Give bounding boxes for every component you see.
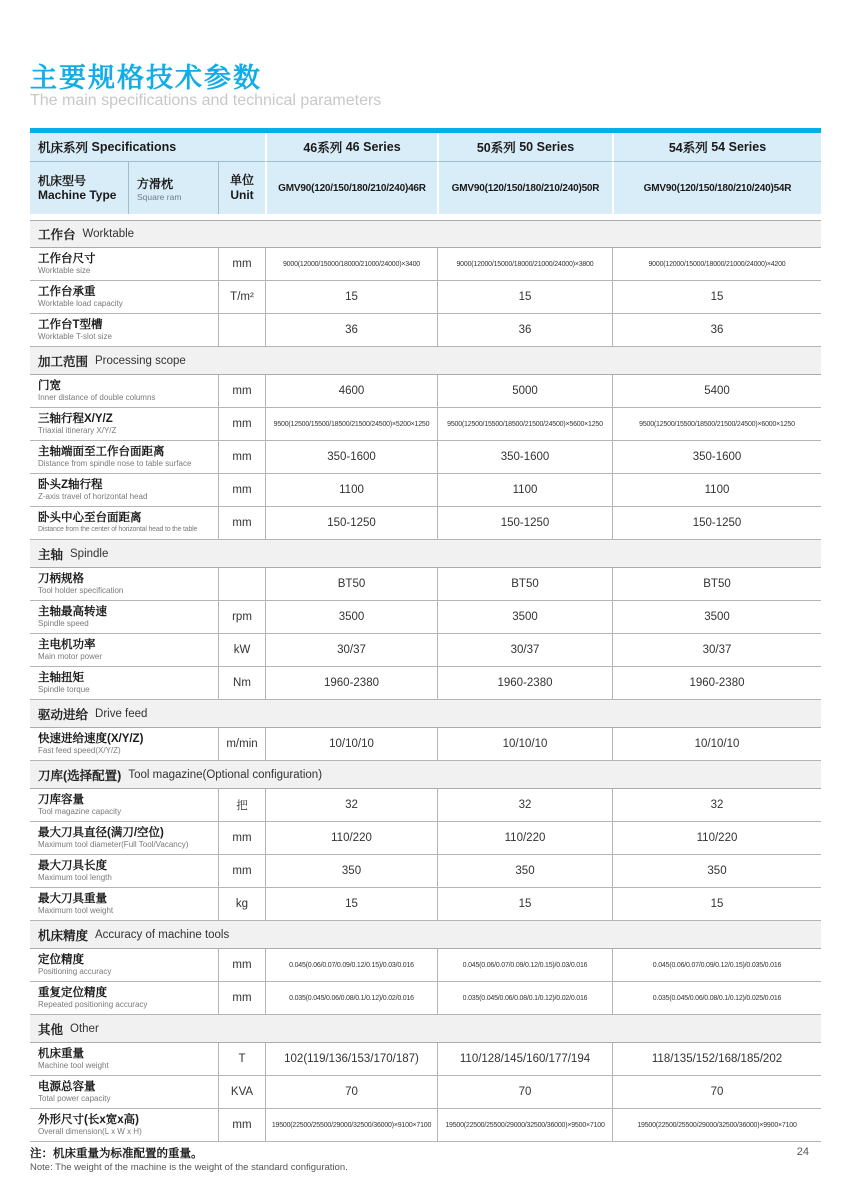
section-title-cn: 主轴 [38,547,64,562]
value-cell: 30/37 [612,634,821,666]
value-cell: 0.035(0.045/0.06/0.08/0.1/0.12)/0.02/0.016 [265,982,437,1014]
header-series-54 [612,133,821,161]
spec-row [30,949,821,982]
row-label-en: Worktable size [38,266,91,276]
unit-cell: mm [218,982,265,1014]
value-cell: 9000(12000/15000/18000/21000/24000)×3800 [437,248,612,280]
row-label-en: Distance from spindle nose to table surface [38,459,192,469]
section-title-cn: 刀库(选择配置) [38,768,122,783]
row-label-cn: 主轴最高转速 [38,605,107,618]
unit-cell: mm [218,408,265,440]
value-cell: 70 [612,1076,821,1108]
row-label [30,667,218,699]
spec-row [30,822,821,855]
row-label [30,314,218,346]
unit-en: Unit [230,188,254,202]
page-title: 主要规格技术参数 [30,63,262,93]
value-cell: 19500(22500/25500/29000/32500/36000)×9900×7100 [612,1109,821,1141]
value-cell: 350 [437,855,612,887]
row-label-cn: 主电机功率 [38,638,96,651]
row-label-en: Repeated positioning accuracy [38,1000,148,1010]
row-label [30,949,218,981]
section-header [30,761,821,789]
section-header [30,921,821,949]
table-body [30,220,821,1142]
series-54-cn: 54系列 [668,141,708,155]
unit-cell: mm [218,507,265,539]
note-en: Note: The weight of the machine is the weight of the standard configuration. [30,1161,348,1173]
value-cell: 15 [437,281,612,313]
spec-row [30,375,821,408]
value-cell: 10/10/10 [265,728,437,760]
section-title-cn: 工作台 [38,228,76,242]
row-label [30,728,218,760]
header-series-46 [265,133,437,161]
row-label [30,1076,218,1108]
square-ram-cn: 方滑枕 [137,176,174,191]
row-label-cn: 工作台尺寸 [38,252,96,265]
spec-row [30,568,821,601]
header-machine-type [30,161,128,214]
row-label-cn: 卧头Z轴行程 [38,478,103,491]
header-square-ram [128,161,218,214]
value-cell: 102(119/136/153/170/187) [265,1043,437,1075]
series-50-en: 50 Series [519,140,575,154]
unit-cell [218,314,265,346]
value-cell: 5400 [612,375,821,407]
value-cell: 350-1600 [612,441,821,473]
section-header [30,540,821,568]
header-model-50: GMV90(120/150/180/210/240)50R [437,161,612,214]
value-cell: 1100 [612,474,821,506]
value-cell: 3500 [612,601,821,633]
section-title-en: Worktable [82,228,135,240]
section-title-cn: 机床精度 [38,928,89,943]
series-46-cn: 46系列 [303,141,343,155]
unit-cell: 把 [218,789,265,821]
spec-row [30,248,821,281]
row-label-en: Spindle speed [38,619,89,629]
spec-row [30,601,821,634]
header-specifications [30,133,265,161]
note-cn: 注：机床重量为标准配置的重量。 [30,1148,203,1160]
row-label [30,474,218,506]
row-label [30,1109,218,1141]
value-cell: 19500(22500/25500/29000/32500/36000)×9500×7100 [437,1109,612,1141]
spec-table [30,128,821,1174]
value-cell: 3500 [265,601,437,633]
value-cell: 150-1250 [437,507,612,539]
row-label [30,601,218,633]
row-label-en: Inner distance of double columns [38,393,156,403]
unit-cell: m/min [218,728,265,760]
section-title-en: Processing scope [95,354,186,367]
value-cell: 110/220 [612,822,821,854]
row-label-en: Worktable load capacity [38,299,123,309]
unit-cell: kg [218,888,265,920]
value-cell: 118/135/152/168/185/202 [612,1043,821,1075]
value-cell: 0.045(0.06/0.07/0.09/0.12/0.15)/0.03/0.016 [265,949,437,981]
row-label [30,441,218,473]
unit-cell [218,568,265,600]
value-cell: 36 [437,314,612,346]
unit-cell: T [218,1043,265,1075]
square-ram-en: Square ram [137,191,182,202]
value-cell: 0.045(0.06/0.07/0.09/0.12/0.15)/0.03/0.016 [437,949,612,981]
value-cell: 36 [265,314,437,346]
value-cell: 110/220 [437,822,612,854]
section-title-cn: 驱动进给 [38,707,89,722]
machine-type-en: Machine Type [38,188,117,202]
value-cell: 70 [437,1076,612,1108]
row-label-en: Tool holder specification [38,586,124,596]
row-label [30,982,218,1014]
row-label [30,789,218,821]
row-label-cn: 重复定位精度 [38,986,107,999]
section-title-en: Tool magazine(Optional configuration) [128,768,323,781]
row-label-cn: 机床重量 [38,1047,84,1060]
value-cell: 9000(12000/15000/18000/21000/24000)×4200 [612,248,821,280]
unit-cell: mm [218,855,265,887]
section-title-en: Spindle [70,547,109,560]
value-cell: 9000(12000/15000/18000/21000/24000)×3400 [265,248,437,280]
section-title-en: Accuracy of machine tools [95,928,230,941]
spec-row [30,1109,821,1142]
row-label-cn: 工作台承重 [38,285,96,298]
header-spec-en: Specifications [91,140,177,154]
section-header [30,220,821,248]
table-header [30,133,821,214]
row-label-en: Machine tool weight [38,1061,109,1071]
row-label-cn: 最大刀具直径(满刀/空位) [38,826,164,839]
value-cell: 32 [612,789,821,821]
value-cell: 350-1600 [265,441,437,473]
spec-row [30,1076,821,1109]
unit-cell: T/m² [218,281,265,313]
value-cell: 1100 [437,474,612,506]
row-label [30,822,218,854]
unit-cn: 单位 [229,173,254,187]
row-label-cn: 工作台T型槽 [38,318,103,331]
series-46-en: 46 Series [345,140,401,154]
value-cell: 350-1600 [437,441,612,473]
value-cell: 15 [437,888,612,920]
section-title-cn: 其他 [38,1022,64,1037]
value-cell: 15 [265,281,437,313]
value-cell: 150-1250 [612,507,821,539]
value-cell: 15 [612,888,821,920]
unit-cell: kW [218,634,265,666]
value-cell: 15 [612,281,821,313]
row-label-en: Main motor power [38,652,103,662]
header-unit [218,161,265,214]
spec-row [30,982,821,1015]
section-title-cn: 加工范围 [38,354,89,369]
spec-row [30,728,821,761]
row-label [30,408,218,440]
series-50-cn: 50系列 [476,141,516,155]
row-label-cn: 三轴行程X/Y/Z [38,412,113,425]
spec-row [30,408,821,441]
row-label-en: Positioning accuracy [38,967,112,977]
row-label-cn: 门宽 [38,379,61,392]
value-cell: BT50 [612,568,821,600]
row-label [30,375,218,407]
row-label [30,568,218,600]
spec-row [30,855,821,888]
row-label-cn: 刀柄规格 [38,572,84,585]
value-cell: 110/220 [265,822,437,854]
value-cell: 36 [612,314,821,346]
header-model-46: GMV90(120/150/180/210/240)46R [265,161,437,214]
row-label [30,281,218,313]
value-cell: 1100 [265,474,437,506]
header-model-54: GMV90(120/150/180/210/240)54R [612,161,821,214]
unit-cell: Nm [218,667,265,699]
row-label-en: Fast feed speed(X/Y/Z) [38,746,121,756]
value-cell: 110/128/145/160/177/194 [437,1043,612,1075]
row-label-en: Overall dimension(L x W x H) [38,1127,142,1137]
row-label-en: Maximum tool length [38,873,112,883]
row-label-cn: 外形尺寸(长x宽x高) [38,1113,139,1126]
value-cell: 15 [265,888,437,920]
value-cell: BT50 [265,568,437,600]
unit-cell: mm [218,248,265,280]
value-cell: 350 [265,855,437,887]
row-label-cn: 主轴扭矩 [38,671,84,684]
row-label-en: Maximum tool weight [38,906,114,916]
unit-cell: mm [218,949,265,981]
value-cell: 32 [265,789,437,821]
row-label [30,634,218,666]
value-cell: BT50 [437,568,612,600]
spec-row [30,789,821,822]
value-cell: 32 [437,789,612,821]
row-label-en: Triaxial itinerary X/Y/Z [38,426,117,436]
header-spec-cn: 机床系列 [38,141,89,155]
value-cell: 70 [265,1076,437,1108]
header-series-50 [437,133,612,161]
spec-row [30,667,821,700]
spec-row [30,441,821,474]
row-label [30,1043,218,1075]
machine-type-cn: 机床型号 [38,173,87,188]
row-label-en: Maximum tool diameter(Full Tool/Vacancy) [38,840,189,850]
unit-cell: KVA [218,1076,265,1108]
value-cell: 150-1250 [265,507,437,539]
row-label [30,248,218,280]
section-title-en: Drive feed [95,707,148,720]
unit-cell: rpm [218,601,265,633]
row-label-cn: 定位精度 [38,953,84,966]
spec-row [30,281,821,314]
section-header [30,347,821,375]
value-cell: 9500(12500/15500/18500/21500/24500)×6000×1250 [612,408,821,440]
spec-row [30,314,821,347]
spec-row [30,888,821,921]
value-cell: 1960-2380 [437,667,612,699]
row-label-cn: 主轴端面至工作台面距离 [38,445,165,458]
row-label-cn: 电源总容量 [38,1080,96,1093]
row-label-en: Spindle torque [38,685,90,695]
value-cell: 9500(12500/15500/18500/21500/24500)×5200×1250 [265,408,437,440]
value-cell: 10/10/10 [612,728,821,760]
section-title-en: Other [70,1022,99,1035]
page-number: 24 [796,1146,809,1158]
unit-cell: mm [218,1109,265,1141]
value-cell: 30/37 [437,634,612,666]
note [30,1147,821,1174]
value-cell: 3500 [437,601,612,633]
value-cell: 1960-2380 [612,667,821,699]
value-cell: 30/37 [265,634,437,666]
value-cell: 350 [612,855,821,887]
value-cell: 5000 [437,375,612,407]
row-label-cn: 最大刀具重量 [38,892,107,905]
value-cell: 1960-2380 [265,667,437,699]
row-label-en: Distance from the center of horizontal head to the table [38,525,198,533]
unit-cell: mm [218,441,265,473]
value-cell: 10/10/10 [437,728,612,760]
row-label-en: Z-axis travel of horizontal head [38,492,148,502]
spec-row [30,634,821,667]
unit-cell: mm [218,474,265,506]
page-subtitle: The main specifications and technical parameters [30,92,382,109]
value-cell: 19500(22500/25500/29000/32500/36000)×9100×7100 [265,1109,437,1141]
unit-cell: mm [218,375,265,407]
value-cell: 9500(12500/15500/18500/21500/24500)×5600×1250 [437,408,612,440]
row-label-cn: 刀库容量 [38,793,84,806]
row-label [30,507,218,539]
row-label-cn: 快速进给速度(X/Y/Z) [38,732,144,745]
row-label-cn: 最大刀具长度 [38,859,107,872]
row-label [30,855,218,887]
row-label-en: Worktable T-slot size [38,332,112,342]
row-label-cn: 卧头中心至台面距离 [38,512,142,525]
row-label-en: Tool magazine capacity [38,807,122,817]
value-cell: 0.045(0.06/0.07/0.09/0.12/0.15)/0.035/0.016 [612,949,821,981]
value-cell: 0.035(0.045/0.06/0.08/0.1/0.12)/0.02/0.016 [437,982,612,1014]
row-label-en: Total power capacity [38,1094,111,1104]
section-header [30,700,821,728]
spec-row [30,474,821,507]
spec-row [30,1043,821,1076]
spec-row [30,507,821,540]
series-54-en: 54 Series [711,140,767,154]
row-label [30,888,218,920]
unit-cell: mm [218,822,265,854]
section-header [30,1015,821,1043]
value-cell: 4600 [265,375,437,407]
value-cell: 0.035(0.045/0.06/0.08/0.1/0.12)/0.025/0.016 [612,982,821,1014]
